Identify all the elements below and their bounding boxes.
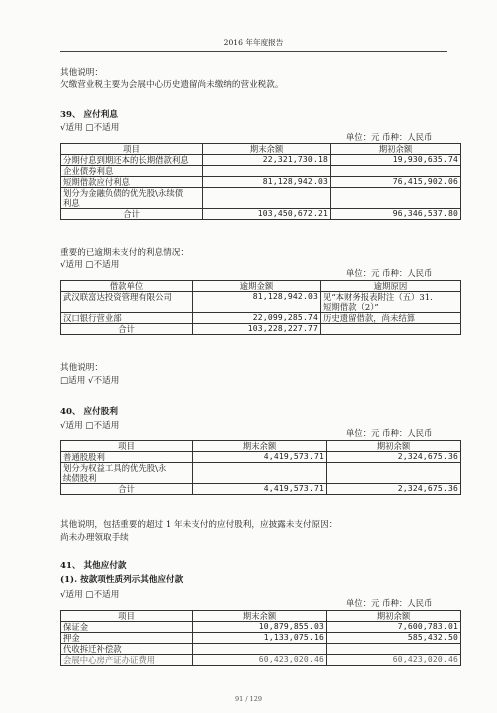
opening-balance: 2,324,675.36	[327, 452, 461, 463]
col-header: 期初余额	[327, 441, 461, 452]
s40-dividend-table	[60, 440, 461, 495]
table-header-row	[61, 144, 461, 155]
row-label: 普通股股利	[61, 452, 193, 463]
closing-balance: 81,128,942.03	[203, 177, 331, 188]
s40-unit: 单位：元 币种：人民币	[346, 428, 433, 438]
opening-balance: 7,600,783.01	[327, 622, 461, 633]
closing-balance: 10,879,855.03	[193, 622, 327, 633]
col-header: 逾期原因	[321, 281, 461, 292]
row-label: 保证金	[61, 622, 193, 633]
table-row	[61, 155, 461, 166]
total-label: 合计	[61, 324, 193, 335]
s39-other-label: 其他说明：	[60, 363, 103, 373]
col-header: 期初余额	[327, 611, 461, 622]
s39-unit: 单位：元 币种：人民币	[346, 132, 433, 142]
opening-balance	[327, 644, 461, 655]
overdue-reason	[321, 324, 461, 335]
table-row	[61, 463, 461, 474]
table-header-row	[61, 281, 461, 292]
overdue-reason: 见“本财务报表附注（五）31.	[321, 292, 461, 303]
row-label: 续债股利	[61, 473, 193, 484]
opening-balance	[331, 166, 461, 177]
page-number: 91 / 129	[235, 695, 262, 703]
row-label: 短期借款应付利息	[61, 177, 203, 188]
opening-balance: 585,432.50	[327, 633, 461, 644]
table-total-row	[61, 209, 461, 220]
s39-overdue-table	[60, 280, 461, 335]
opening-balance	[331, 188, 461, 209]
s41-subtitle: (1). 按款项性质列示其他应付款	[60, 575, 184, 585]
table-header-row	[61, 611, 461, 622]
closing-balance: 60,423,020.46	[193, 655, 327, 666]
row-label: 会展中心房产证办证费用	[61, 655, 193, 666]
s41-title: 41、 其他应付款	[60, 561, 127, 571]
opening-balance: 19,930,635.74	[331, 155, 461, 166]
s38-note-text: 欠缴营业税主要为会展中心历史遗留尚未缴纳的营业税款。	[60, 80, 284, 90]
table-row	[61, 177, 461, 188]
s39-overdue-applicability: √适用 □不适用	[60, 260, 120, 270]
s41-unit: 单位：元 币种：人民币	[346, 598, 433, 608]
opening-total: 2,324,675.36	[327, 484, 461, 495]
table-total-row	[61, 484, 461, 495]
closing-balance	[193, 463, 327, 484]
table-row	[61, 166, 461, 177]
col-header: 期末余额	[203, 144, 331, 155]
col-header: 期末余额	[193, 611, 327, 622]
table-row	[61, 622, 461, 633]
closing-balance: 4,419,573.71	[193, 452, 327, 463]
table-row	[61, 644, 461, 655]
row-label: 企业债券利息	[61, 166, 203, 177]
table-row	[61, 452, 461, 463]
table-row	[61, 655, 461, 666]
overdue-total: 103,228,227.77	[193, 324, 321, 335]
s39-other-applicability: □适用 √不适用	[60, 376, 120, 386]
opening-balance	[327, 463, 461, 484]
s41-other-payables-table	[60, 610, 461, 666]
s39-interest-table	[60, 143, 461, 220]
col-header: 期初余额	[331, 144, 461, 155]
closing-total: 103,450,672.21	[203, 209, 331, 220]
closing-balance: 22,321,730.18	[203, 155, 331, 166]
table-row	[61, 292, 461, 303]
s39-overdue-title: 重要的已逾期未支付的利息情况：	[60, 248, 189, 258]
table-header-row	[61, 441, 461, 452]
page-header: 2016 年年度报告	[60, 37, 447, 52]
row-label: 分期付息到期还本的长期借款利息	[61, 155, 203, 166]
overdue-reason-cont: 短期借款（2）”	[321, 302, 461, 313]
table-row	[61, 188, 461, 199]
s40-note-text: 尚未办理领取手续	[60, 533, 129, 543]
s39-overdue-unit: 单位：元 币种：人民币	[346, 268, 433, 278]
col-header: 逾期金额	[193, 281, 321, 292]
s39-applicability: √适用 □不适用	[60, 123, 120, 133]
closing-balance	[203, 188, 331, 209]
closing-total: 4,419,573.71	[193, 484, 327, 495]
overdue-reason: 历史遗留借款，尚未结算	[321, 313, 461, 324]
col-header: 期末余额	[193, 441, 327, 452]
overdue-amount: 81,128,942.03	[193, 292, 321, 313]
s38-note-label: 其他说明：	[60, 68, 103, 78]
total-label: 合计	[61, 484, 193, 495]
total-label: 合计	[61, 209, 203, 220]
opening-balance: 76,415,902.06	[331, 177, 461, 188]
s41-applicability: √适用 □不适用	[60, 590, 120, 600]
overdue-amount: 22,099,285.74	[193, 313, 321, 324]
col-header: 项目	[61, 611, 193, 622]
s40-title: 40、 应付股利	[60, 407, 118, 417]
row-label: 利息	[61, 198, 203, 209]
closing-balance	[193, 644, 327, 655]
s39-title: 39、 应付利息	[60, 110, 118, 120]
row-label: 代收拆迁补偿款	[61, 644, 193, 655]
row-label: 划分为权益工具的优先股\永	[61, 463, 193, 474]
opening-balance: 60,423,020.46	[327, 655, 461, 666]
col-header: 项目	[61, 441, 193, 452]
table-row	[61, 633, 461, 644]
closing-balance	[203, 166, 331, 177]
table-total-row	[61, 324, 461, 335]
closing-balance: 1,133,075.16	[193, 633, 327, 644]
borrower: 汉口银行营业部	[61, 313, 193, 324]
table-row	[61, 313, 461, 324]
s40-note: 其他说明，包括重要的超过 1 年未支付的应付股利，应披露未支付原因：	[60, 520, 338, 530]
col-header: 项目	[61, 144, 203, 155]
borrower: 武汉联富达投资管理有限公司	[61, 292, 193, 313]
s40-applicability: √适用 □不适用	[60, 421, 120, 431]
row-label: 押金	[61, 633, 193, 644]
opening-total: 96,346,537.80	[331, 209, 461, 220]
row-label: 划分为金融负债的优先股\永续债	[61, 188, 203, 199]
col-header: 借款单位	[61, 281, 193, 292]
